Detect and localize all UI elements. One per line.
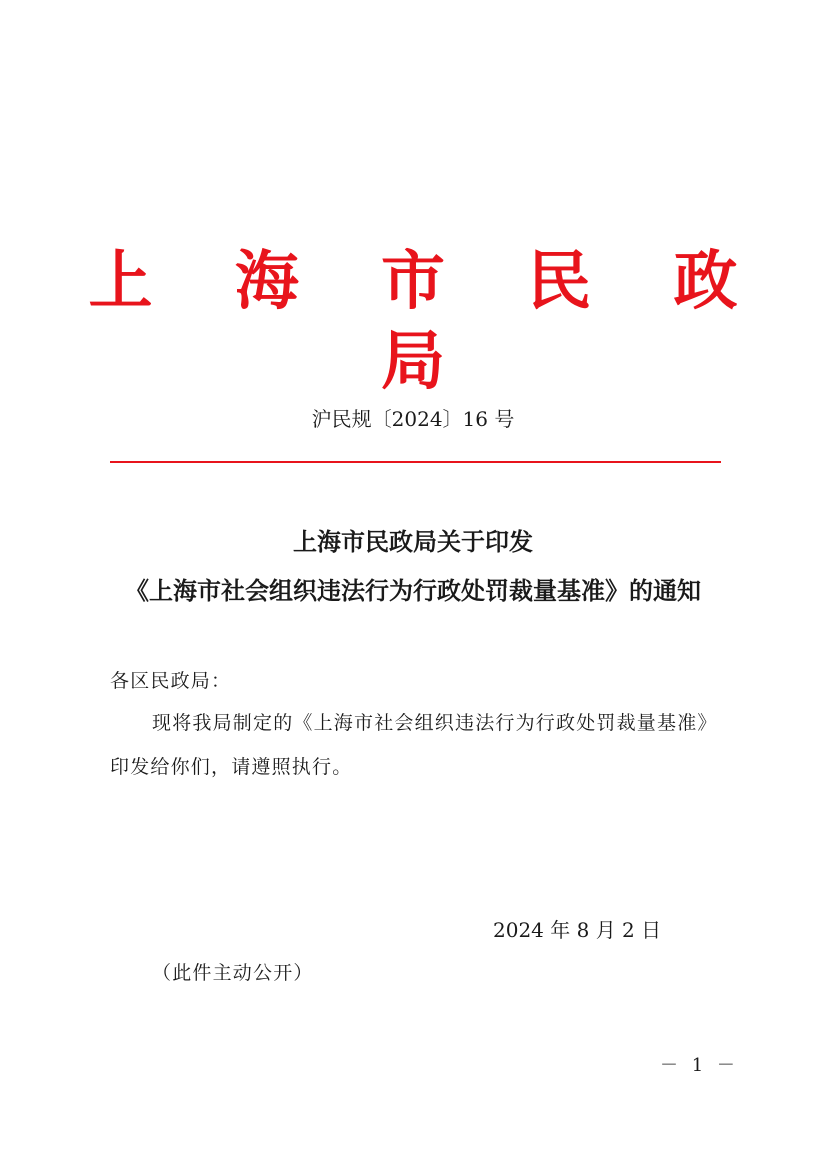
disclosure-note: （此件主动公开） [152, 962, 314, 984]
notice-title-line-1: 上海市民政局关于印发 [293, 527, 533, 556]
document-number: 沪民规〔2024〕16 号 [311, 407, 515, 431]
red-divider-line [110, 461, 721, 463]
issue-date: 2024 年 8 月 2 日 [493, 918, 662, 942]
body-paragraph-line-2: 印发给你们，请遵照执行。 [110, 756, 353, 778]
notice-title-line-2: 《上海市社会组织违法行为行政处罚裁量基准》的通知 [125, 576, 701, 605]
page-number: － 1 － [660, 1055, 739, 1076]
issuing-authority-header: 上 海 市 民 政 局 [88, 244, 768, 399]
addressee: 各区民政局： [110, 670, 232, 692]
body-paragraph-line-1: 现将我局制定的《上海市社会组织违法行为行政处罚裁量基准》 [152, 712, 718, 734]
